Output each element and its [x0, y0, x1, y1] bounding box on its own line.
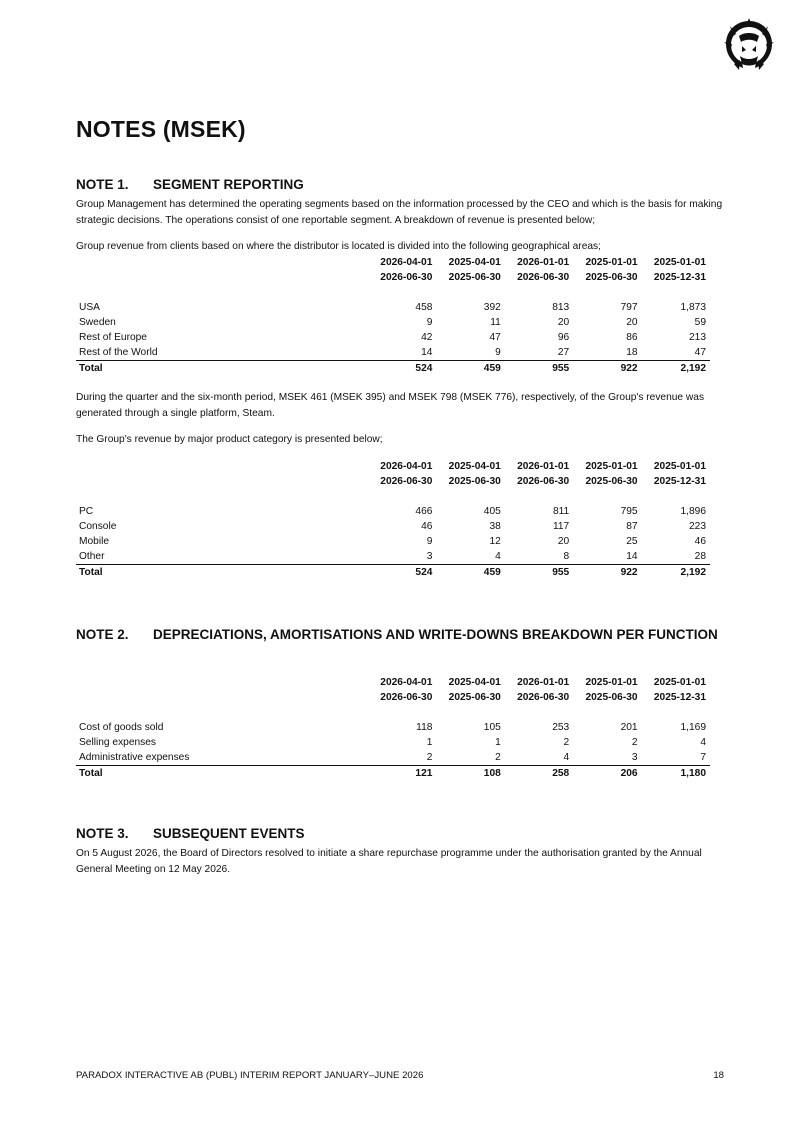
row-label: PC	[79, 506, 94, 517]
col-start-4: 2025-01-01	[585, 677, 638, 688]
col-end-5: 2025-12-31	[653, 272, 706, 283]
cell: 38	[489, 521, 501, 532]
table-row	[76, 534, 710, 549]
product-revenue-table	[76, 459, 710, 580]
cell: 4	[563, 752, 570, 763]
table-row	[76, 750, 710, 766]
row-label: Rest of the World	[79, 347, 158, 358]
cell: 213	[689, 332, 706, 343]
cell: 524	[368, 565, 436, 581]
cell: 42	[421, 332, 433, 343]
col-end-1: 2026-06-30	[380, 692, 433, 703]
row-label: Selling expenses	[79, 737, 157, 748]
total-row	[76, 766, 710, 782]
cell: 955	[505, 361, 573, 377]
steam-text: During the quarter and the six-month period, MSEK 461 (MSEK 395) and MSEK 798 (MSEK 776), respectively, of the Group's revenue was generated through a single platform, Steam.	[76, 392, 705, 419]
cell: 14	[421, 347, 433, 358]
cell: 20	[557, 317, 570, 328]
cell: 121	[368, 766, 436, 782]
cell: 20	[557, 536, 570, 547]
col-start-2: 2025-04-01	[448, 461, 501, 472]
col-end-1: 2026-06-30	[380, 272, 433, 283]
cell: 25	[626, 536, 638, 547]
geo-intro: Group revenue from clients based on where the distributor is located is divided into the following geographical areas;	[76, 241, 601, 252]
cell: 458	[415, 302, 433, 313]
col-end-3: 2026-06-30	[517, 476, 570, 487]
cell: 1,169	[680, 722, 706, 733]
cell: 2,192	[642, 361, 710, 377]
cell: 8	[563, 551, 570, 562]
cell: 223	[689, 521, 706, 532]
cell: 795	[620, 506, 638, 517]
row-label: Other	[79, 551, 105, 562]
cell: 20	[626, 317, 638, 328]
note1-heading	[76, 177, 304, 192]
table-header-row-end	[76, 474, 710, 489]
col-end-1: 2026-06-30	[380, 476, 433, 487]
cell: 108	[436, 766, 504, 782]
cell: 18	[626, 347, 638, 358]
note3-title: SUBSEQUENT EVENTS	[153, 826, 305, 841]
col-start-2: 2025-04-01	[448, 677, 501, 688]
col-end-4: 2025-06-30	[585, 692, 638, 703]
note2-title: DEPRECIATIONS, AMORTISATIONS AND WRITE-DOWNS BREAKDOWN PER FUNCTION	[153, 627, 718, 642]
row-label: Total	[76, 766, 368, 782]
cell: 86	[626, 332, 638, 343]
cell: 47	[489, 332, 501, 343]
cell: 27	[557, 347, 570, 358]
cell: 524	[368, 361, 436, 377]
cell: 922	[573, 565, 641, 581]
col-end-2: 2025-06-30	[448, 476, 501, 487]
cell: 59	[694, 317, 706, 328]
cell: 96	[557, 332, 570, 343]
col-start-5: 2025-01-01	[653, 461, 706, 472]
cell: 813	[552, 302, 570, 313]
table-row	[76, 300, 710, 315]
row-label: USA	[79, 302, 100, 313]
row-label: Cost of goods sold	[79, 722, 164, 733]
col-start-4: 2025-01-01	[585, 461, 638, 472]
cell: 201	[620, 722, 638, 733]
table-header-row-end	[76, 270, 710, 285]
col-start-1: 2026-04-01	[380, 257, 433, 268]
col-start-3: 2026-01-01	[517, 257, 570, 268]
table-row	[76, 504, 710, 519]
col-end-3: 2026-06-30	[517, 692, 570, 703]
table-header-row-start	[76, 459, 710, 474]
cell: 1,180	[642, 766, 710, 782]
cell: 2	[563, 737, 570, 748]
col-start-3: 2026-01-01	[517, 461, 570, 472]
col-end-2: 2025-06-30	[448, 692, 501, 703]
cell: 797	[620, 302, 638, 313]
geographic-revenue-table	[76, 255, 710, 376]
cell: 28	[694, 551, 706, 562]
col-start-5: 2025-01-01	[653, 257, 706, 268]
page-footer: PARADOX INTERACTIVE AB (PUBL) INTERIM REPORT JANUARY–JUNE 2026	[76, 1070, 424, 1081]
cell: 1	[495, 737, 501, 748]
cell: 9	[426, 536, 433, 547]
cell: 3	[426, 551, 433, 562]
depreciation-table	[76, 675, 710, 781]
cell: 46	[694, 536, 706, 547]
row-label: Total	[76, 361, 368, 377]
cell: 4	[700, 737, 706, 748]
col-start-1: 2026-04-01	[380, 677, 433, 688]
cell: 392	[483, 302, 501, 313]
table-row	[76, 549, 710, 565]
cell: 3	[631, 752, 638, 763]
col-end-4: 2025-06-30	[585, 272, 638, 283]
cell: 12	[489, 536, 501, 547]
table-row	[76, 345, 710, 361]
note1-title: SEGMENT REPORTING	[153, 177, 304, 192]
col-start-2: 2025-04-01	[448, 257, 501, 268]
col-end-4: 2025-06-30	[585, 476, 638, 487]
col-end-3: 2026-06-30	[517, 272, 570, 283]
cell: 206	[573, 766, 641, 782]
col-start-4: 2025-01-01	[585, 257, 638, 268]
cell: 9	[426, 317, 433, 328]
cell: 7	[700, 752, 706, 763]
cell: 811	[552, 506, 570, 517]
cell: 253	[552, 722, 570, 733]
note2-heading	[76, 627, 718, 642]
table-row	[76, 330, 710, 345]
row-label: Rest of Europe	[79, 332, 147, 343]
total-row	[76, 565, 710, 581]
cell: 2	[426, 752, 433, 763]
cell: 405	[483, 506, 501, 517]
cell: 1,896	[680, 506, 706, 517]
page-title: NOTES (MSEK)	[76, 116, 246, 142]
cell: 46	[421, 521, 433, 532]
cell: 258	[505, 766, 573, 782]
cell: 47	[694, 347, 706, 358]
cell: 459	[436, 565, 504, 581]
note2-number: NOTE 2.	[76, 627, 129, 642]
table-row	[76, 735, 710, 750]
col-end-2: 2025-06-30	[448, 272, 501, 283]
table-row	[76, 519, 710, 534]
cell: 117	[552, 521, 570, 532]
cell: 2,192	[642, 565, 710, 581]
page-number: 18	[713, 1070, 724, 1081]
table-header-row-start	[76, 255, 710, 270]
cell: 1	[426, 737, 433, 748]
table-row	[76, 720, 710, 735]
cell: 922	[573, 361, 641, 377]
cell: 466	[415, 506, 433, 517]
note3-text: On 5 August 2026, the Board of Directors resolved to initiate a share repurchase programme under the authorisation granted by the Annual General Meeting on 12 May 2026.	[76, 848, 702, 875]
col-start-3: 2026-01-01	[517, 677, 570, 688]
cell: 2	[631, 737, 638, 748]
row-label: Sweden	[79, 317, 116, 328]
table-row	[76, 315, 710, 330]
cell: 118	[416, 722, 433, 733]
cell: 105	[483, 722, 501, 733]
note3-number: NOTE 3.	[76, 826, 129, 841]
cell: 87	[626, 521, 638, 532]
row-label: Console	[79, 521, 117, 532]
col-start-5: 2025-01-01	[653, 677, 706, 688]
cell: 14	[626, 551, 638, 562]
cell: 11	[490, 317, 501, 328]
table-header-row-start	[76, 675, 710, 690]
row-label: Administrative expenses	[79, 752, 190, 763]
col-start-1: 2026-04-01	[380, 461, 433, 472]
company-logo	[722, 18, 776, 72]
total-row	[76, 361, 710, 377]
cell: 4	[495, 551, 501, 562]
table-header-row-end	[76, 690, 710, 705]
cell: 9	[495, 347, 501, 358]
note3-heading	[76, 826, 305, 841]
row-label: Mobile	[79, 536, 110, 547]
col-end-5: 2025-12-31	[653, 476, 706, 487]
col-end-5: 2025-12-31	[653, 692, 706, 703]
cell: 955	[505, 565, 573, 581]
cell: 1,873	[680, 302, 706, 313]
cell: 2	[495, 752, 501, 763]
cell: 459	[436, 361, 504, 377]
row-label: Total	[76, 565, 368, 581]
note1-intro: Group Management has determined the operating segments based on the information processed by the CEO and which is the basis for making strategic decisions. The operations consist of one reportable segment. A breakdown of revenue is presented below;	[76, 199, 723, 226]
note1-number: NOTE 1.	[76, 177, 129, 192]
product-intro: The Group's revenue by major product category is presented below;	[76, 434, 383, 445]
